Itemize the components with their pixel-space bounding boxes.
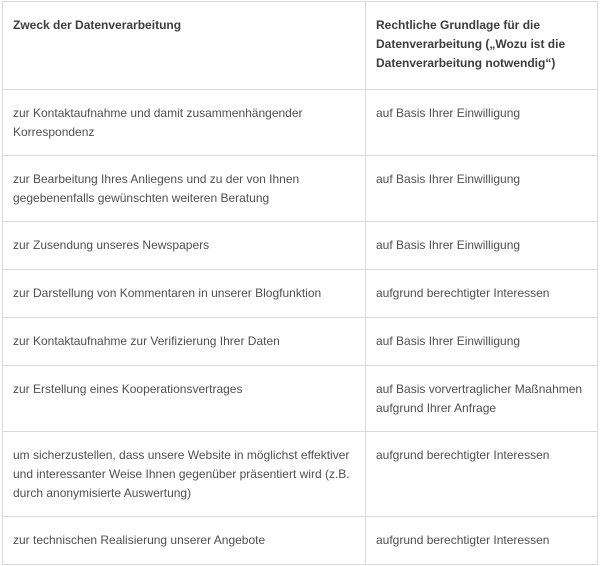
purpose-cell: zur technischen Realisierung unserer Angebote bbox=[3, 517, 366, 565]
table-row bbox=[3, 270, 598, 318]
legal-basis-cell: aufgrund berechtigter Interessen bbox=[366, 270, 598, 318]
table-row bbox=[3, 318, 598, 366]
legal-basis-cell: auf Basis Ihrer Einwilligung bbox=[366, 156, 598, 222]
purpose-cell: um sicherzustellen, dass unsere Website in möglichst effektiver und interessanter Weise Ihnen gegenüber präsentiert wird (z.B. durch anonymisierte Auswertung) bbox=[3, 432, 366, 517]
purpose-cell: zur Darstellung von Kommentaren in unserer Blogfunktion bbox=[3, 270, 366, 318]
table-header-row bbox=[3, 2, 598, 90]
legal-basis-cell: aufgrund berechtigter Interessen bbox=[366, 517, 598, 565]
legal-basis-cell: aufgrund berechtigter Interessen bbox=[366, 432, 598, 517]
purpose-cell: zur Erstellung eines Kooperationsvertrages bbox=[3, 366, 366, 432]
purpose-cell: zur Bearbeitung Ihres Anliegens und zu der von Ihnen gegebenenfalls gewünschten weiteren Beratung bbox=[3, 156, 366, 222]
header-purpose: Zweck der Datenverarbeitung bbox=[3, 2, 366, 90]
purpose-cell: zur Kontaktaufnahme und damit zusammenhängender Korrespondenz bbox=[3, 90, 366, 156]
purpose-cell: zur Kontaktaufnahme zur Verifizierung Ihrer Daten bbox=[3, 318, 366, 366]
table-row bbox=[3, 156, 598, 222]
table-row bbox=[3, 90, 598, 156]
purpose-cell: zur Zusendung unseres Newspapers bbox=[3, 222, 366, 270]
table-row bbox=[3, 432, 598, 517]
table-row bbox=[3, 222, 598, 270]
table-row bbox=[3, 366, 598, 432]
legal-basis-cell: auf Basis Ihrer Einwilligung bbox=[366, 90, 598, 156]
legal-basis-cell: auf Basis Ihrer Einwilligung bbox=[366, 222, 598, 270]
legal-basis-cell: auf Basis Ihrer Einwilligung bbox=[366, 318, 598, 366]
header-legal-basis: Rechtliche Grundlage für die Datenverarbeitung („Wozu ist die Datenverarbeitung notwendig“) bbox=[366, 2, 598, 90]
legal-basis-cell: auf Basis vorvertraglicher Maßnahmen aufgrund Ihrer Anfrage bbox=[366, 366, 598, 432]
data-processing-table bbox=[2, 1, 598, 565]
table-row bbox=[3, 517, 598, 565]
